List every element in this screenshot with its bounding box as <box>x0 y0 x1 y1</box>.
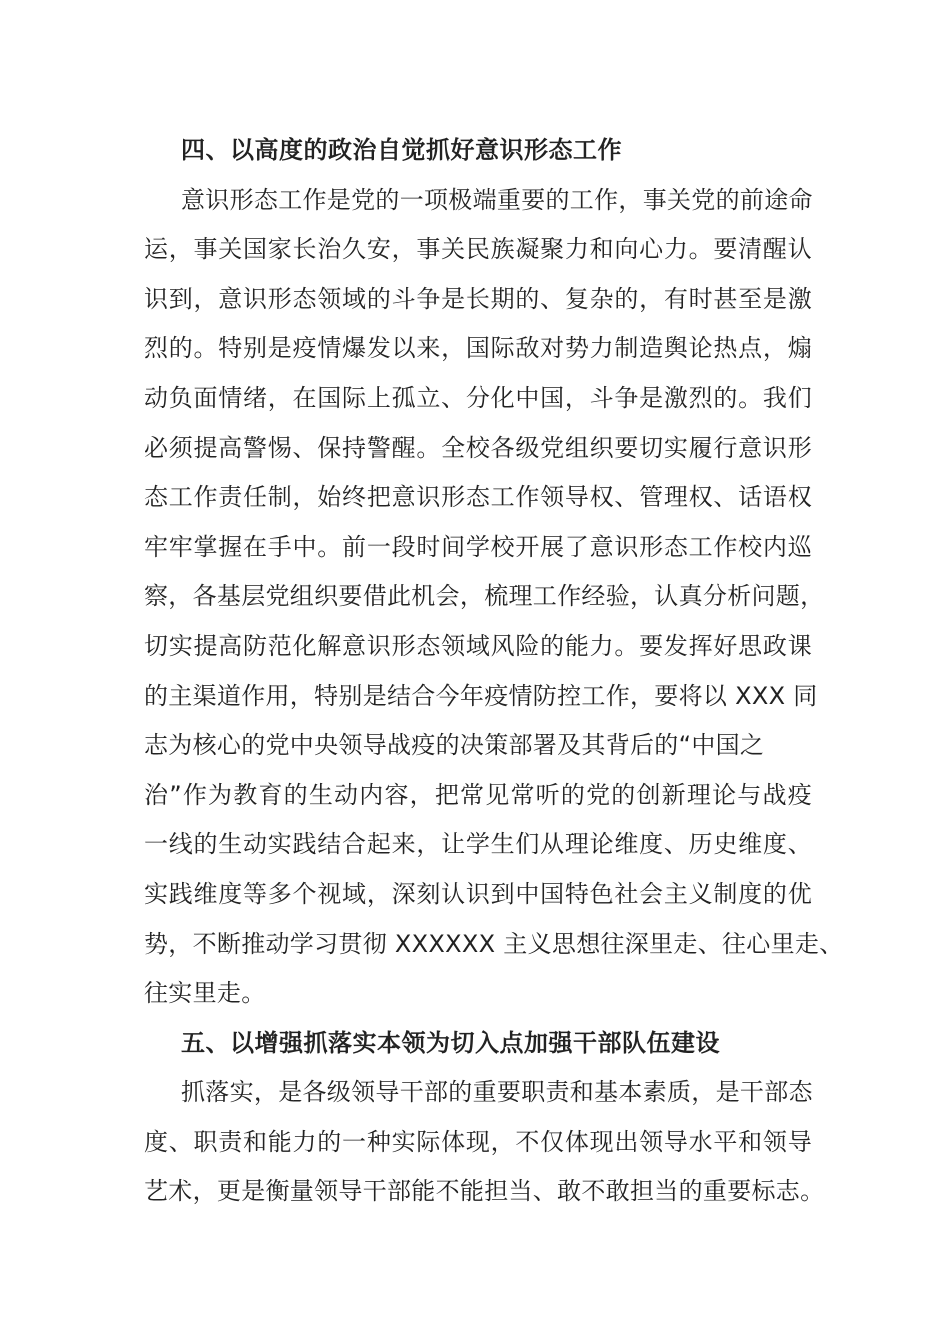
section-heading: 四、以高度的政治自觉抓好意识形态工作 <box>181 136 622 164</box>
paragraph-line: 烈的。特别是疫情爆发以来，国际敌对势力制造舆论热点，煽 <box>144 334 812 363</box>
paragraph-line: 势，不断推动学习贯彻 XXXXXX 主义思想往深里走、往心里走、 <box>144 929 844 958</box>
paragraph-line: 往实里走。 <box>144 979 266 1008</box>
paragraph-line: 的主渠道作用，特别是结合今年疫情防控工作，要将以 XXX 同 <box>144 681 818 710</box>
section-heading: 五、以增强抓落实本领为切入点加强干部队伍建设 <box>181 1028 720 1057</box>
paragraph-line: 态工作责任制，始终把意识形态工作领导权、管理权、话语权 <box>144 483 812 512</box>
paragraph-line: 一线的生动实践结合起来，让学生们从理论维度、历史维度、 <box>144 830 812 859</box>
paragraph-line: 识到，意识形态领域的斗争是长期的、复杂的，有时甚至是激 <box>144 284 812 313</box>
paragraph-line: 实践维度等多个视域，深刻认识到中国特色社会主义制度的优 <box>144 879 812 908</box>
document-body <box>144 126 844 1217</box>
paragraph-line: 度、职责和能力的一种实际体现，不仅体现出领导水平和领导 <box>144 1127 812 1156</box>
paragraph-line: 志为核心的党中央领导战疫的决策部署及其背后的“中国之 <box>144 731 765 760</box>
paragraph-line: 切实提高防范化解意识形态领域风险的能力。要发挥好思政课 <box>144 631 812 660</box>
paragraph-line: 意识形态工作是党的一项极端重要的工作，事关党的前途命 <box>181 185 813 214</box>
paragraph-line: 艺术，更是衡量领导干部能不能担当、敢不敢担当的重要标志。 <box>144 1177 825 1206</box>
paragraph-line: 察，各基层党组织要借此机会，梳理工作经验，认真分析问题， <box>144 582 825 611</box>
paragraph-line: 治”作为教育的生动内容，把常见常听的党的创新理论与战疫 <box>144 780 812 809</box>
paragraph-line: 抓落实，是各级领导干部的重要职责和基本素质，是干部态 <box>181 1078 813 1107</box>
paragraph-line: 运，事关国家长治久安，事关民族凝聚力和向心力。要清醒认 <box>144 235 812 264</box>
paragraph-line: 牢牢掌握在手中。前一段时间学校开展了意识形态工作校内巡 <box>144 532 812 561</box>
paragraph-line: 必须提高警惕、保持警醒。全校各级党组织要切实履行意识形 <box>144 433 812 462</box>
paragraph-line: 动负面情绪，在国际上孤立、分化中国，斗争是激烈的。我们 <box>144 383 812 412</box>
